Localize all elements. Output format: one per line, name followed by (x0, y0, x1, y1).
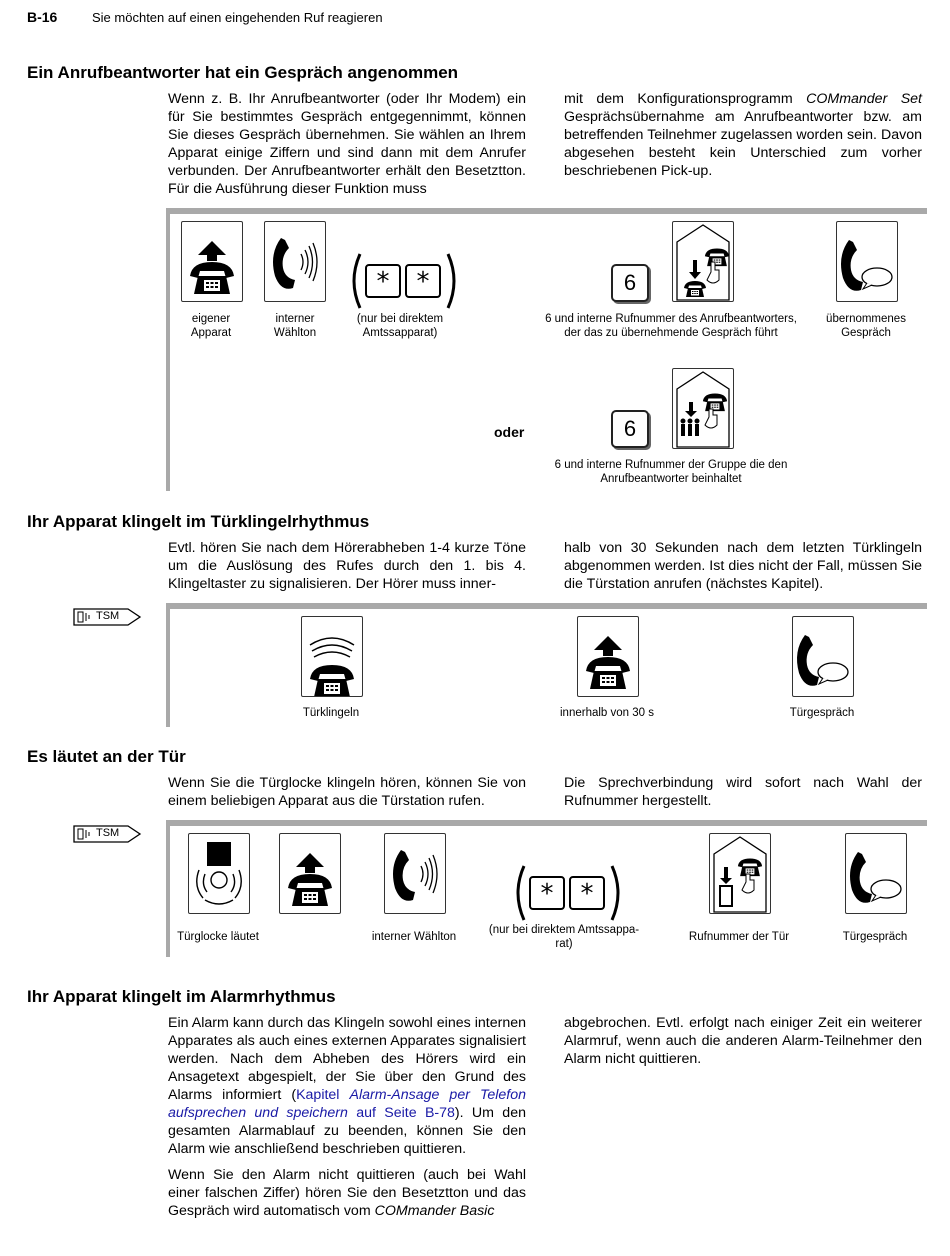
phone-lift-icon (181, 221, 243, 302)
key-6-alt: 6 (611, 410, 649, 448)
section-heading-answering-machine: Ein Anrufbeantworter hat ein Gespräch angenommen (27, 63, 459, 82)
caption-door-call: Türgespräch (789, 707, 855, 719)
section-heading-door-ring-rhythm: Ihr Apparat klingelt im Türklingelrhythmus (27, 512, 370, 531)
section-heading-alarm-rhythm: Ihr Apparat klingelt im Alarmrhythmus (27, 987, 336, 1006)
caption-answering-machine-number: 6 und interne Rufnummer des Anrufbeantworters, der das zu übernehmende Gespräch führt (545, 313, 797, 339)
page-number: B-16 (27, 9, 58, 25)
star-star-keys-icon (350, 250, 458, 312)
s2-right-text: halb von 30 Sekunden nach dem letzten Türklingeln abgenommen werden. Ist dies nicht der Fall, müssen Sie die Türstation anrufen (nächstes Kapitel). (564, 540, 922, 592)
s2-left-text: Evtl. hören Sie nach dem Hörerabheben 1-4 kurze Töne um die Auslösung des Rufes durch den 1. bis 4. Klingeltaster zu signalisieren. Der Hörer muss inner- (168, 540, 526, 592)
s3-left-text: Wenn Sie die Türglocke klingeln hören, können Sie von einem beliebigen Apparat aus die Türstation rufen. (168, 775, 526, 809)
svg-text:*: * (416, 267, 430, 297)
dial-tone-icon (264, 221, 326, 302)
caption-internal-tone-2: interner Wählton (371, 931, 457, 943)
key-6: 6 (611, 264, 649, 302)
alarm-chapter-link[interactable]: Kapitel Alarm-Ansage per Telefon aufsprechen und speichern auf Seite B-78 (168, 1087, 526, 1121)
s1-left-text: Wenn z. B. Ihr Anrufbeantworter (oder Ihr Modem) ein für Sie bestimmtes Gespräch entgegennimmt, können Sie dieses Gespräch übernehmen. Sie wählen an Ihrem Apparat einige Ziffern und sind dann mit dem Anrufer verbunden. Der Anrufbeantworter erhält den Besetztton. Für die Ausführung dieser Funktion muss (168, 91, 526, 197)
door-conversation-icon (792, 616, 854, 697)
caption-group-number: 6 und interne Rufnummer der Gruppe die den Anrufbeantworter beinhaltet (554, 459, 788, 485)
s4-left-text: Ein Alarm kann durch das Klingeln sowohl eines internen Apparates als auch eines externen Apparates signalisiert werden. Nach dem Abheben des Hörers wird ein Ansagetext abgespielt, der Sie über den Grund des Alarms informiert (Kapitel Alarm-Ansage per Telefon aufsprechen und speichern auf Seite B-78). Um den gesamten Alarmablauf zu beenden, können Sie den Alarm wie anschließend beschrieben quittieren. Wenn Sie den Alarm nicht quittieren (auch bei Wahl einer falschen Ziffer) hören Sie den Besetztton und das Gespräch wird automatisch vom COMmander Basic (168, 1015, 526, 1219)
caption-door-ring: Türklingeln (302, 707, 360, 719)
group-house-icon (672, 368, 734, 449)
caption-taken-call: übernommenes Gespräch (826, 313, 906, 339)
running-header: Sie möchten auf einen eingehenden Ruf reagieren (92, 10, 383, 25)
caption-own-phone: eigener Apparat (190, 313, 232, 339)
phone-lift-icon-3 (279, 833, 341, 914)
caption-doorbell-rings: Türglocke läutet (177, 931, 259, 943)
door-number-house-icon (709, 833, 771, 914)
conversation-icon (836, 221, 898, 302)
caption-internal-tone: interner Wählton (273, 313, 317, 339)
caption-star-keys: (nur bei direktem Amtssapparat) (356, 313, 444, 339)
door-ring-phone-icon (301, 616, 363, 697)
s3-right-text: Die Sprechverbindung wird sofort nach Wahl der Rufnummer hergestellt. (564, 775, 922, 809)
s4-right-text: abgebrochen. Evtl. erfolgt nach einiger Zeit ein weiterer Alarmruf, wenn auch die anderen Alarm-Teilnehmer den Alarm nicht quittieren. (564, 1015, 922, 1067)
svg-text:*: * (376, 267, 390, 297)
phone-lift-icon-2 (577, 616, 639, 697)
s1-right-text: mit dem Konfigurationsprogramm COMmander Set Gesprächsübernahme am Anrufbeantworter bzw. am betreffenden Teilnehmer zugelassen worden sein. Davon abgesehen besteht kein Unterschied zum vorher beschriebenen Pick-up. (564, 91, 922, 179)
tsm-tag (72, 607, 142, 627)
caption-star-keys-2: (nur bei direktem Amtssappa- rat) (488, 924, 640, 950)
tsm-label-2: TSM (96, 827, 120, 839)
star-star-keys-icon-2 (514, 862, 622, 924)
door-bell-icon (188, 833, 250, 914)
caption-within-30s: innerhalb von 30 s (560, 707, 654, 719)
or-label: oder (494, 424, 525, 440)
tsm-label: TSM (96, 610, 120, 622)
door-conversation-icon-2 (845, 833, 907, 914)
answering-machine-house-icon (672, 221, 734, 302)
section-heading-door-bell: Es läutet an der Tür (27, 747, 186, 766)
svg-text:*: * (580, 879, 594, 909)
svg-text:*: * (540, 879, 554, 909)
caption-door-number: Rufnummer der Tür (688, 931, 790, 943)
tsm-tag-2 (72, 824, 142, 844)
dial-tone-icon-2 (384, 833, 446, 914)
caption-door-call-2: Türgespräch (842, 931, 908, 943)
